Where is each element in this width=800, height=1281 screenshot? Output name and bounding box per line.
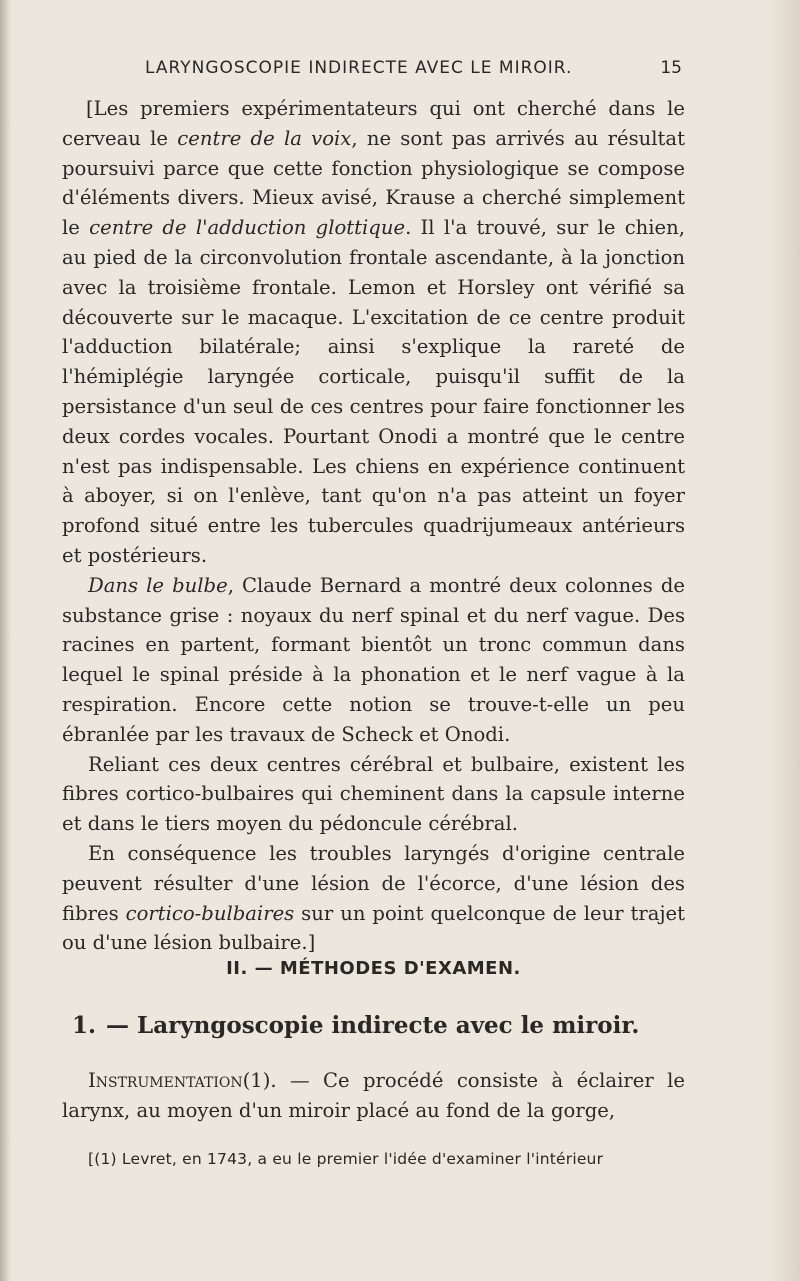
footnote: [(1) Levret, en 1743, a eu le premier l'idée d'examiner l'intérieur xyxy=(88,1150,604,1168)
running-title: LARYNGOSCOPIE INDIRECTE AVEC LE MIROIR. xyxy=(145,58,573,78)
section-heading: II. — MÉTHODES D'EXAMEN. xyxy=(226,958,521,979)
paragraph-cortical-centre: [Les premiers expérimentateurs qui ont cherché dans le cerveau le centre de la voix, ne sont pas arrivés au résultat poursuivi parce que cette fonction physiologique se compose d'éléments divers. Mieux avisé, Krause a cherché simplement le centre de l'adduction glottique. Il l'a trouvé, sur le chien, au pied de la circonvolution frontale ascendante, à la jonction avec la troisième frontale. Lemon et Horsley ont vérifié sa découverte sur le macaque. L'excitation de ce centre produit l'adduction bilatérale; ainsi s'explique la rareté de l'hémiplégie laryngée corticale, puisqu'il suffit de la persistance d'un seul de ces centres pour faire fonctionner les deux cordes vocales. Pourtant Onodi a montré que le centre n'est pas indispensable. Les chiens en expérience continuent à aboyer, si on l'enlève, tant qu'on n'a pas atteint un foyer profond situé entre les tubercules quadrijumeaux antérieurs et postérieurs. xyxy=(62,97,685,567)
paragraph-fibres: Reliant ces deux centres cérébral et bulbaire, existent les fibres cortico-bulbaires qui cheminent dans la capsule interne et dans le tiers moyen du pédoncule cérébral. xyxy=(62,752,685,836)
paragraph-instrumentation: Instrumentation(1). — Ce procédé consiste à éclairer le larynx, au moyen d'un miroir placé au fond de la gorge, xyxy=(62,1069,685,1122)
page-edge-right xyxy=(770,0,800,1281)
page-number: 15 xyxy=(660,58,682,78)
running-header xyxy=(145,58,682,78)
footnote-reference: (1). xyxy=(242,1069,277,1092)
page-edge-shadow xyxy=(0,0,12,1281)
main-text xyxy=(62,94,685,958)
paragraph-bulbe: Dans le bulbe, Claude Bernard a montré deux colonnes de substance grise : noyaux du nerf spinal et du nerf vague. Des racines en partent, formant bientôt un tronc commun dans lequel le spinal préside à la phonation et le nerf vague à la respiration. Encore cette notion se trouve-t-elle un peu ébranlée par les travaux de Scheck et Onodi. xyxy=(62,573,686,746)
subsection-heading: 1. — Laryngoscopie indirecte avec le miroir. xyxy=(72,1012,640,1039)
instrumentation-label: Instrumentation xyxy=(88,1069,243,1092)
paragraph-consequence: En conséquence les troubles laryngés d'origine centrale peuvent résulter d'une lésion de l'écorce, d'une lésion des fibres cortico-bulbaires sur un point quelconque de leur trajet ou d'une lésion bulbaire.] xyxy=(62,841,685,955)
